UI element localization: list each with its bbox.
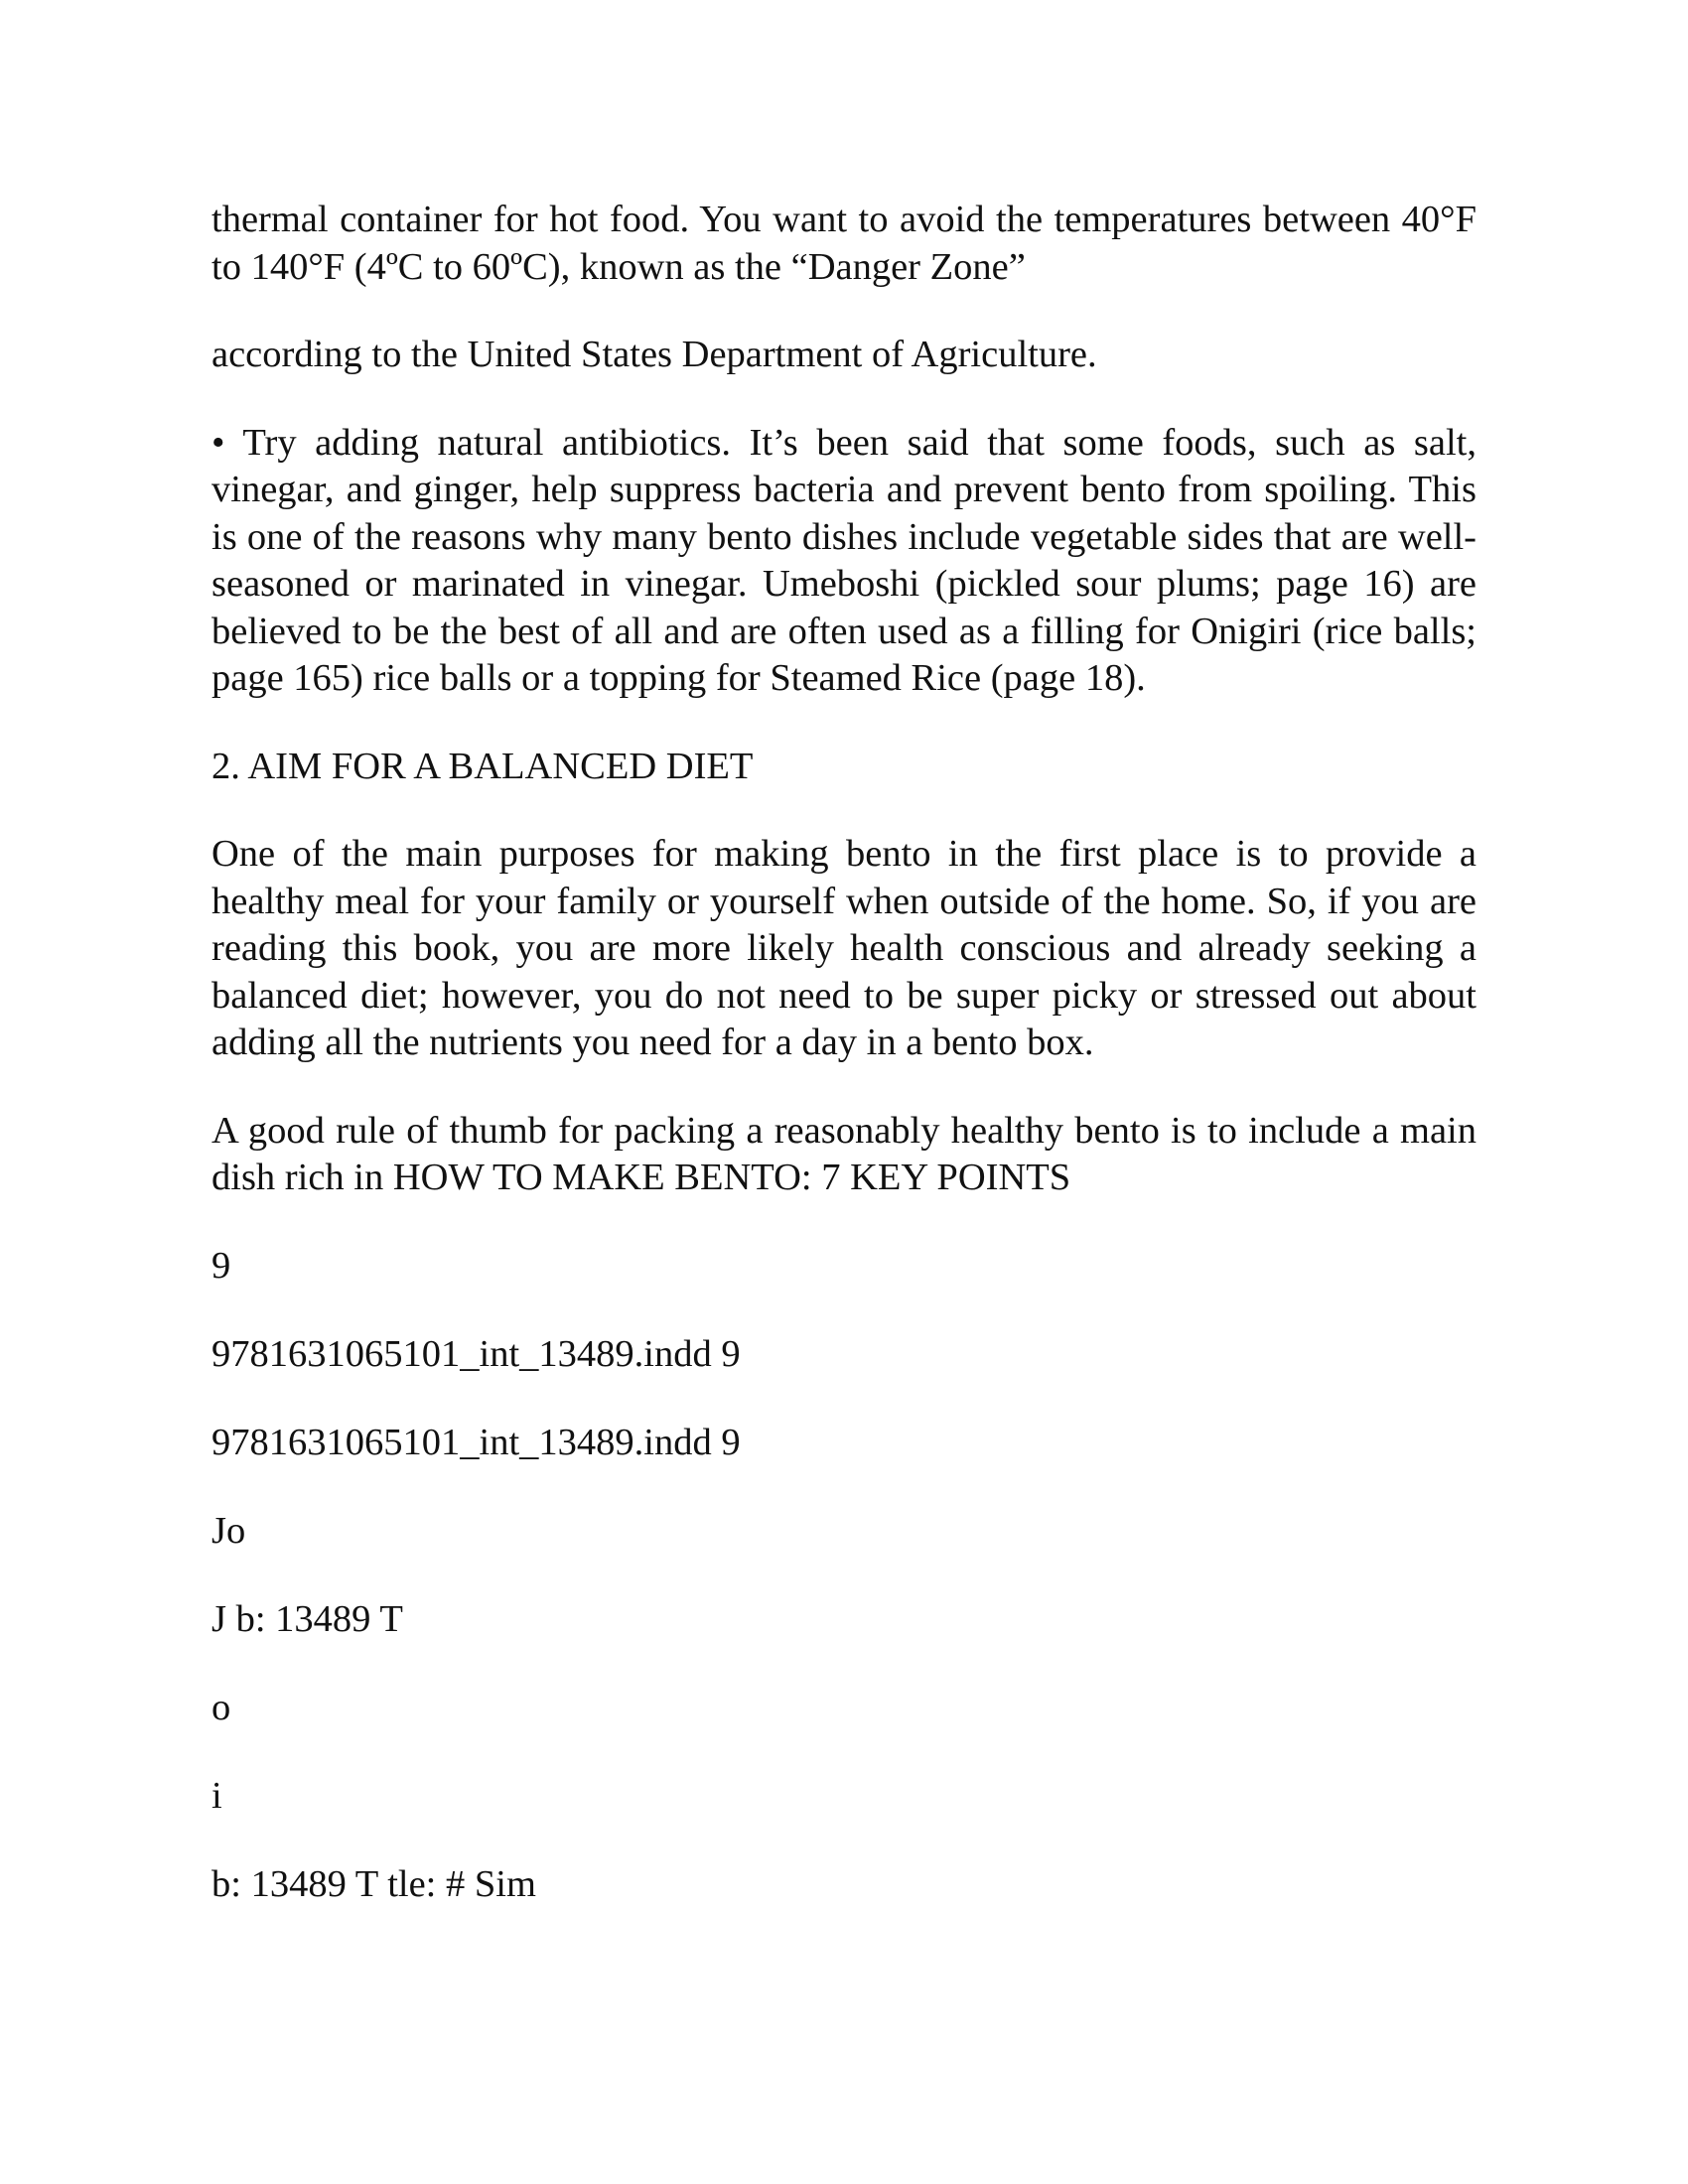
indd-slug-line: 9781631065101_int_13489.indd 9 <box>211 1421 741 1463</box>
paragraph-thermal-container: thermal container for hot food. You want to avoid the temperatures between 40°F to 140°F (4ºC to 60ºC), known as the “Danger Zone” <box>211 199 1477 288</box>
paragraph-rule-of-thumb: A good rule of thumb for packing a reasonably healthy bento is to include a main dish rich in HOW TO MAKE BENTO: 7 KEY POINTS <box>211 1109 1477 1198</box>
paragraph-natural-antibiotics: • Try adding natural antibiotics. It’s been said that some foods, such as salt, vinegar, and ginger, help suppress bacteria and prevent bento from spoiling. This is one of the reasons why many bento dishes include vegetable sides that are well-seasoned or marinated in vinegar. Umeboshi (pickled sour plums; page 16) are believed to be the best of all and are often used as a filling for Onigiri (rice balls; page 165) rice balls or a topping for Steamed Rice (page 18). <box>211 421 1477 699</box>
paragraph-balanced-diet: One of the main purposes for making bento in the first place is to provide a healthy meal for your family or yourself when outside of the home. So, if you are reading this book, you are more likely health conscious and already seeking a balanced diet; however, you do not need to be super picky or stressed out about adding all the nutrients you need for a day in a bento box. <box>211 833 1477 1063</box>
slug-fragment: i <box>211 1774 222 1817</box>
slug-fragment: Jo <box>211 1509 246 1552</box>
page-number: 9 <box>211 1244 231 1287</box>
indd-slug-line: 9781631065101_int_13489.indd 9 <box>211 1332 741 1375</box>
slug-fragment: J b: 13489 T <box>211 1597 403 1640</box>
page-body <box>211 197 1477 1950</box>
section-heading: 2. AIM FOR A BALANCED DIET <box>211 745 754 787</box>
slug-fragment: o <box>211 1686 231 1728</box>
slug-fragment: b: 13489 T tle: # Sim <box>211 1862 536 1905</box>
paragraph-usda: according to the United States Department of Agriculture. <box>211 334 1097 375</box>
